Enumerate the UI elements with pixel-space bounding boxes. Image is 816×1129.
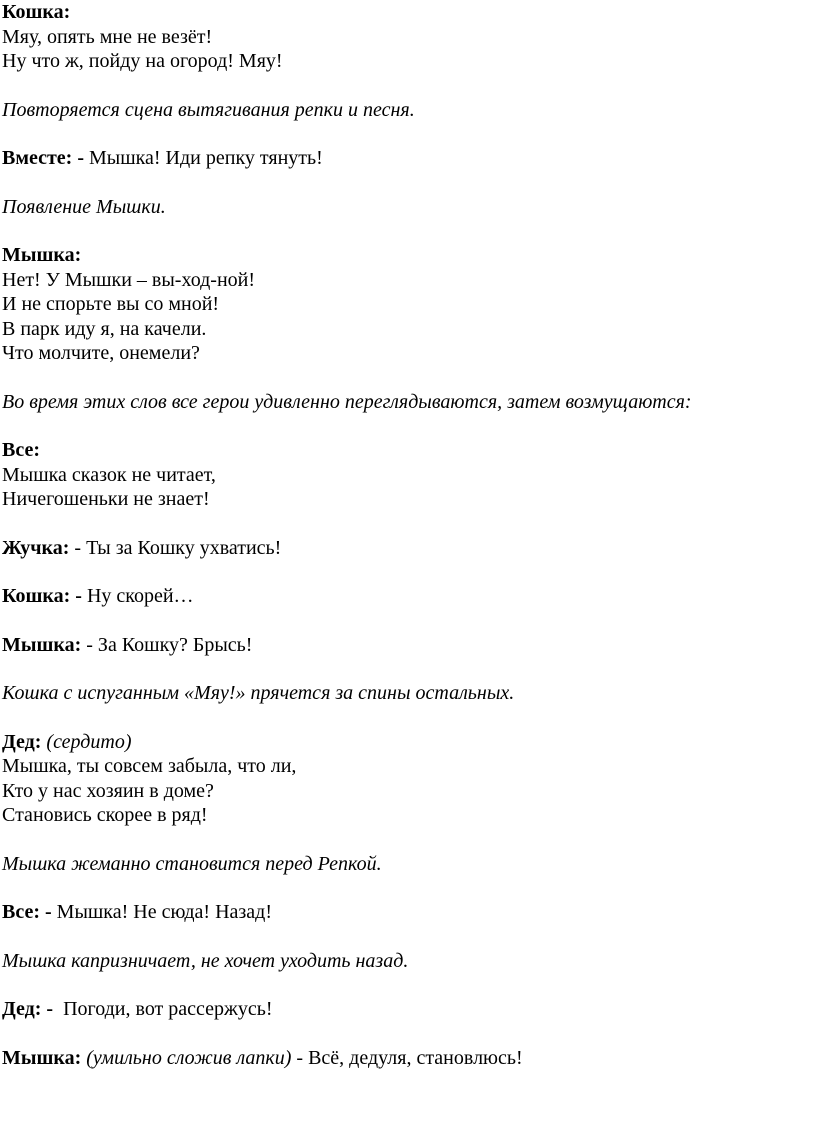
speech-text: Мышка! Не сюда! Назад! (51, 901, 273, 923)
speech-text: - За Кошку? Брысь! (81, 633, 253, 656)
verse-line: Нет! У Мышки – вы-ход-ной! (2, 268, 256, 291)
verse-line: Ну что ж, пойду на огород! Мяу! (2, 50, 283, 72)
speaker-line (2, 243, 812, 268)
speaker-name: Жучка: (2, 536, 70, 559)
verse-line: Мяу, опять мне не везёт! (2, 25, 213, 48)
verse-line: Мышка, ты совсем забыла, что ли, (2, 755, 297, 777)
verse-line: Мышка сказок не читает, (2, 463, 216, 486)
stage-direction: Мышка жеманно становится перед Репкой. (2, 852, 382, 875)
speaker-line (2, 0, 812, 25)
speech-text: Мышка! Иди репку тянуть! (83, 147, 323, 169)
speaker-note: (умильно сложив лапки) (86, 1046, 292, 1069)
speaker-line (2, 438, 812, 463)
speaker-name: Все: - (2, 901, 52, 923)
speaker-name: Мышка: (2, 244, 82, 266)
speaker-line (2, 730, 812, 755)
stage-direction: Мышка капризничает, не хочет уходить назад. (2, 949, 409, 972)
stage-direction: Кошка с испуганным «Мяу!» прячется за спины остальных. (2, 682, 515, 704)
verse-line: Что молчите, онемели? (2, 342, 200, 364)
speech-text: - Ты за Кошку ухватись! (69, 536, 282, 559)
speaker-note: (сердито) (46, 730, 132, 753)
speech-text: Ну скорей… (81, 585, 194, 607)
speaker-line (2, 584, 812, 609)
stage-direction: Появление Мышки. (2, 195, 166, 218)
speaker-name: Все: (2, 439, 40, 461)
verse-line: Кто у нас хозяин в доме? (2, 779, 214, 802)
speaker-name: Дед: (2, 730, 42, 753)
stage-direction: Повторяется сцена вытягивания репки и песня. (2, 98, 415, 121)
speaker-line (2, 633, 812, 658)
speaker-name: Дед: - (2, 998, 54, 1020)
speaker-line (2, 900, 812, 925)
document-page (2, 0, 812, 1070)
speaker-line (2, 1046, 812, 1071)
speaker-name: Кошка: - (2, 585, 82, 607)
speaker-name: Мышка: (2, 633, 82, 656)
speaker-name: Кошка: (2, 1, 71, 23)
speaker-line (2, 536, 812, 561)
verse-line: И не спорьте вы со мной! (2, 293, 220, 315)
verse-line: Ничегошеньки не знает! (2, 488, 210, 510)
verse-line: Становись скорее в ряд! (2, 804, 208, 826)
speaker-name: Мышка: (2, 1046, 82, 1069)
speaker-name: Вместе: - (2, 147, 84, 169)
speech-text: - Всё, дедуля, становлюсь! (291, 1046, 523, 1069)
verse-line: В парк иду я, на качели. (2, 317, 207, 340)
speech-text: Погоди, вот рассержусь! (53, 998, 273, 1020)
speaker-line (2, 146, 812, 171)
stage-direction: Во время этих слов все герои удивленно переглядываются, затем возмущаются: (2, 390, 692, 413)
speaker-line (2, 997, 812, 1022)
